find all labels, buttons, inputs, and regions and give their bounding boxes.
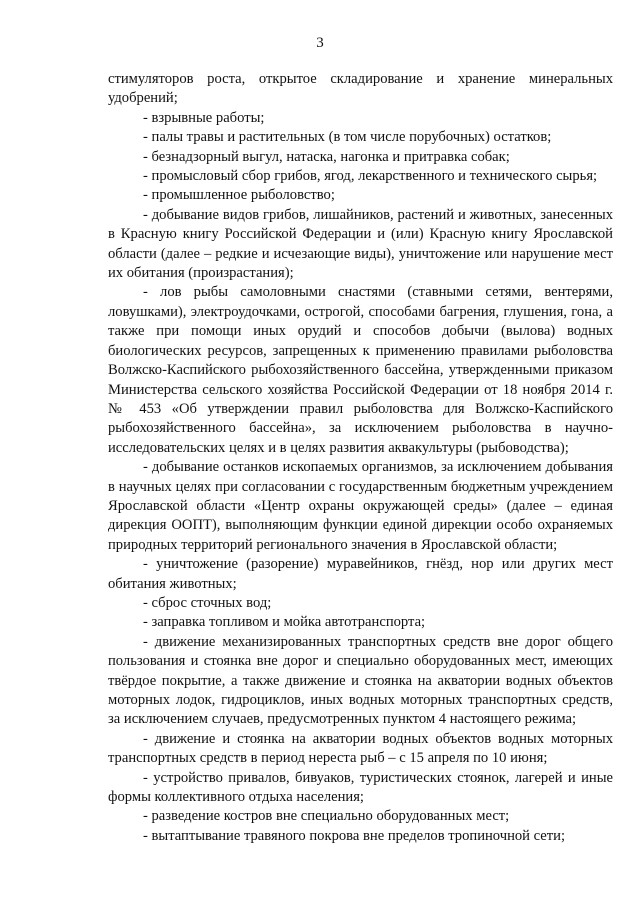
list-item: - устройство привалов, бивуаков, туристических стоянок, лагерей и иные формы коллективного отдыха населения; <box>108 769 613 806</box>
list-item: - движение механизированных транспортных средств вне дорог общего пользования и стоянка вне дорог и специально оборудованных мест, имеющих твёрдое покрытие, а также движение и стоянка на акватории водных объектов моторных лодок, гидроциклов, иных водных моторных транспортных средств, за исключением случаев, предусмотренных пунктом 4 настоящего режима; <box>108 633 613 728</box>
list-item: - добывание видов грибов, лишайников, растений и животных, занесенных в Красную книгу Российской Федерации и (или) Красную книгу Ярославской области (далее – редкие и исчезающие виды), уничтожение или нарушение мест их обитания (произрастания); <box>108 206 613 282</box>
list-item: - лов рыбы самоловными снастями (ставными сетями, вентерями, ловушками), электроудочками, острогой, способами багрения, глушения, гона, а также при помощи иных орудий и способов добычи (вылова) водных биологических ресурсов, запрещенных к применению правилами рыболовства Волжско-Каспийского рыбохозяйственного бассейна, утвержденными приказом Министерства сельского хозяйства Российской Федерации от 18 ноября 2014 г. № 453 «Об утверждении правил рыболовства для Волжско-Каспийского рыбохозяйственного бассейна», за исключением рыболовства в научно-исследовательских целях и в целях развития аквакультуры (рыбоводства); <box>108 284 613 456</box>
list-item: - уничтожение (разорение) муравейников, гнёзд, нор или других мест обитания животных; <box>108 556 613 592</box>
list-item: - заправка топливом и мойка автотранспорта; <box>143 614 426 631</box>
list-item: - добывание останков ископаемых организмов, за исключением добывания в научных целях при согласовании с государственным бюджетным учреждением Ярославской области «Центр охраны окружающей среды» (далее – единая дирекция ООПТ), выполняющим функции единой дирекции особо охраняемых природных территорий регионального значения в Ярославской области; <box>108 459 613 553</box>
list-item: - промысловый сбор грибов, ягод, лекарственного и технического сырья; <box>143 168 598 185</box>
list-item: - сброс сточных вод; <box>143 594 272 611</box>
list-item: - разведение костров вне специально оборудованных мест; <box>143 808 510 825</box>
list-item: стимуляторов роста, открытое складирование и хранение минеральных удобрений; <box>108 71 613 107</box>
list-item: - безнадзорный выгул, натаска, нагонка и притравка собак; <box>143 148 510 165</box>
list-item: - взрывные работы; <box>143 109 265 126</box>
list-item: - промышленное рыболовство; <box>143 187 335 204</box>
document-body <box>108 70 613 846</box>
page-number: 3 <box>316 35 324 51</box>
list-item: - вытаптывание травяного покрова вне пределов тропиночной сети; <box>143 827 566 844</box>
list-item: - движение и стоянка на акватории водных объектов водных моторных транспортных средств в период нереста рыб – с 15 апреля по 10 июня; <box>108 730 613 767</box>
list-item: - палы травы и растительных (в том числе порубочных) остатков; <box>143 129 552 146</box>
